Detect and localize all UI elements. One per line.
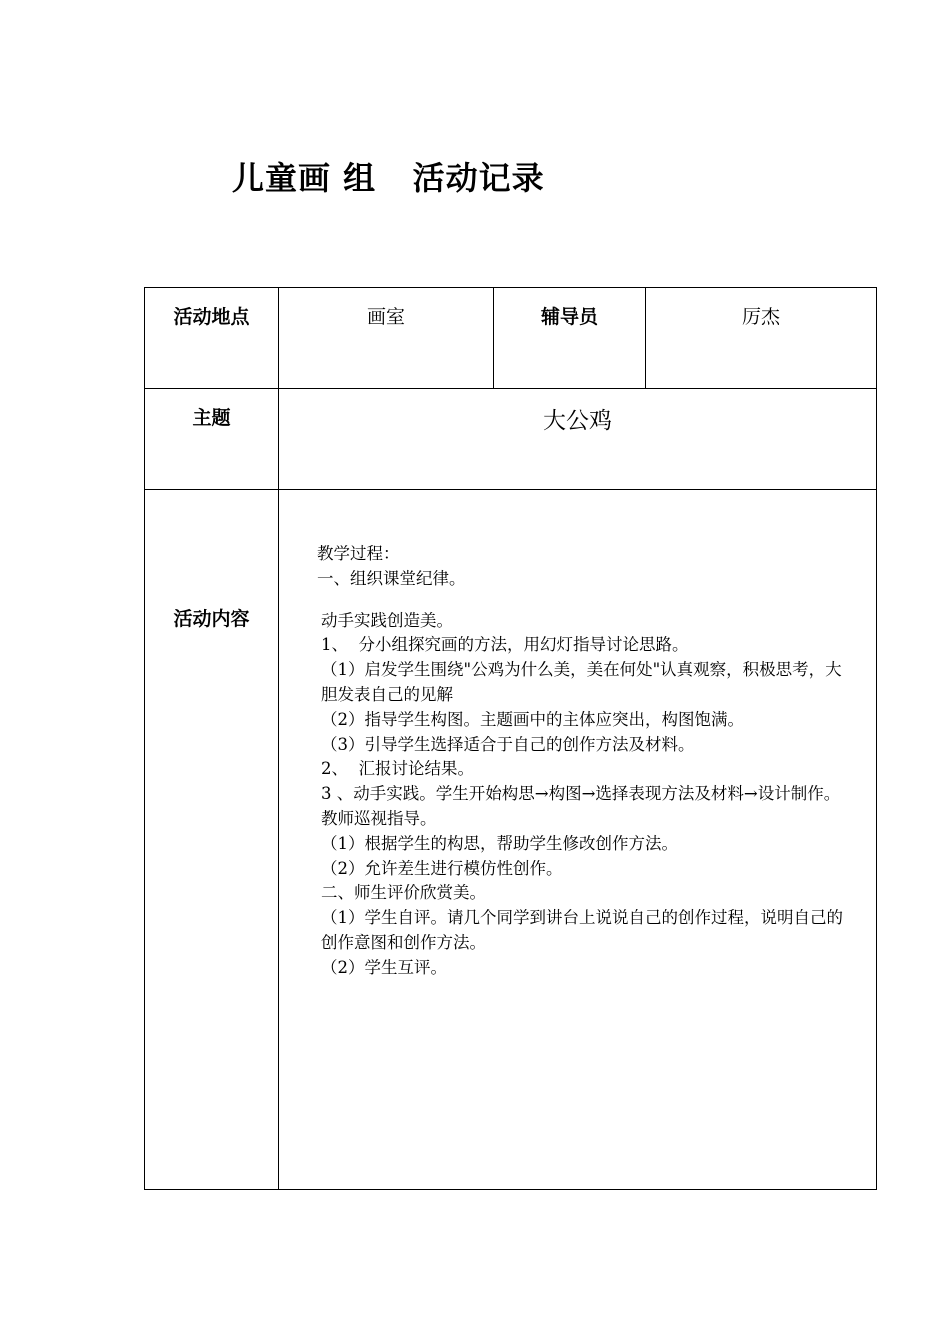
instructor-value: 厉杰 <box>646 288 877 389</box>
content-section <box>317 609 858 981</box>
content-line: （2）允许差生进行模仿性创作。 <box>321 858 563 878</box>
theme-value: 大公鸡 <box>279 389 877 490</box>
content-line: 2、 汇报讨论结果。 <box>321 759 474 779</box>
content-line: 3 、动手实践。学生开始构思→构图→选择表现方法及材料→设计制作。 <box>321 784 841 804</box>
location-value: 画室 <box>279 288 494 389</box>
content-line: （1）根据学生的构思，帮助学生修改创作方法。 <box>321 833 678 853</box>
location-label: 活动地点 <box>145 288 279 389</box>
content-text <box>279 490 876 981</box>
content-line: 教师巡视指导。 <box>321 808 437 828</box>
activity-record-table <box>144 287 877 1190</box>
content-line: （3）引导学生选择适合于自己的创作方法及材料。 <box>321 734 695 754</box>
content-label: 活动内容 <box>145 490 279 1190</box>
content-gap <box>317 592 858 609</box>
document-title: 儿童画 组 活动记录 <box>232 159 545 197</box>
content-cell <box>279 490 877 1190</box>
theme-row <box>145 389 877 490</box>
content-line: （1）启发学生围绕"公鸡为什么美，美在何处"认真观察，积极思考，大胆发表自己的见解 <box>321 660 842 704</box>
theme-label: 主题 <box>145 389 279 490</box>
content-row <box>145 490 877 1190</box>
content-line: （2）指导学生构图。主题画中的主体应突出，构图饱满。 <box>321 709 744 729</box>
location-row <box>145 288 877 389</box>
content-line: 一、组织课堂纪律。 <box>317 568 466 588</box>
content-line: 动手实践创造美。 <box>321 610 453 630</box>
content-line: （2）学生互评。 <box>321 957 447 977</box>
content-line: 二、师生评价欣赏美。 <box>321 883 486 903</box>
content-line: 1、 分小组探究画的方法，用幻灯指导讨论思路。 <box>321 635 689 655</box>
content-line: （1）学生自评。请几个同学到讲台上说说自己的创作过程，说明自己的创作意图和创作方法。 <box>321 908 843 952</box>
content-line: 教学过程： <box>317 544 400 563</box>
instructor-label: 辅导员 <box>494 288 646 389</box>
